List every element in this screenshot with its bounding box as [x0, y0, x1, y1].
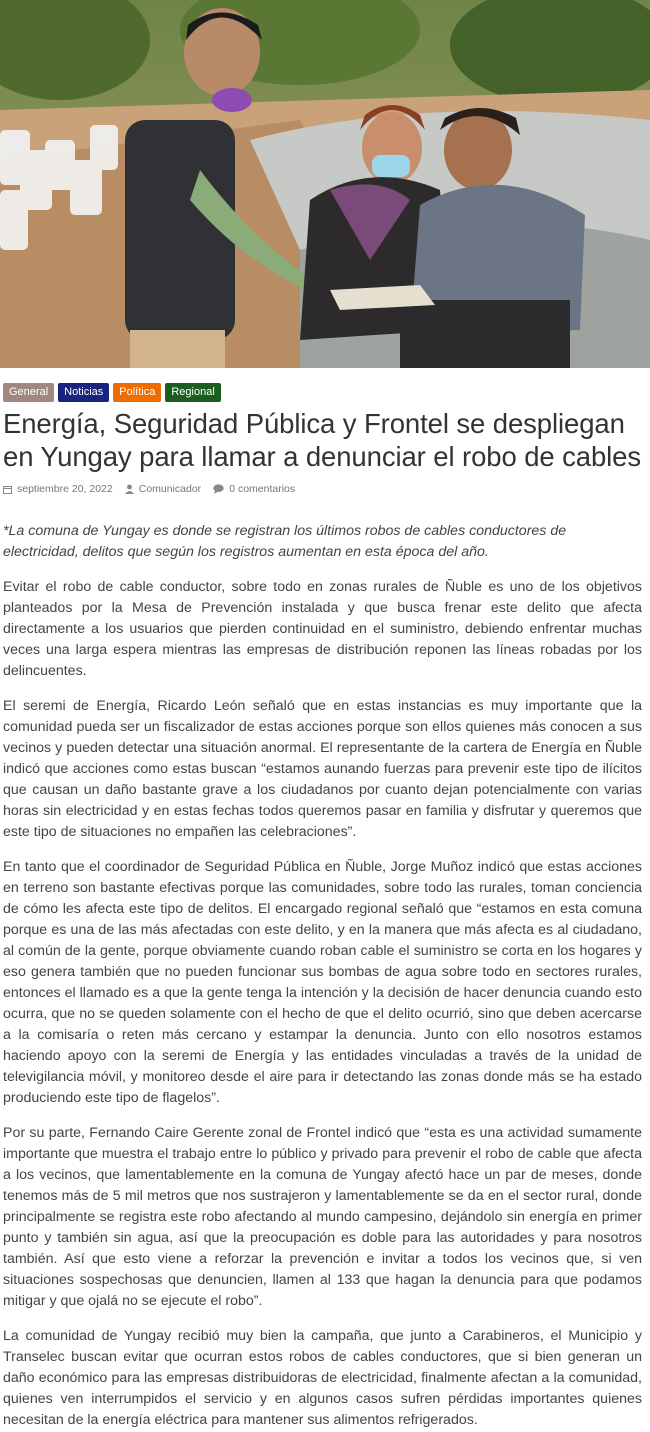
- author-text: Comunicador: [138, 483, 202, 495]
- tag-politica[interactable]: Política: [113, 383, 161, 402]
- category-tags: [0, 368, 650, 402]
- article-comments[interactable]: [213, 483, 295, 495]
- paragraph: La comunidad de Yungay recibió muy bien la campaña, que junto a Carabineros, el Municipio y Transelec buscan evitar que ocurran estos robos de cables conductores, que si bien generan un daño económico para las empresas distribuidoras de electricidad, finalmente afectan a la comunidad, quienes ven interrumpidos el servicio y en algunos casos sufren pérdidas importantes quienes necesitan de la energía eléctrica para mantener sus alimentos refrigerados.: [3, 1328, 642, 1428]
- hero-photo: [0, 0, 650, 368]
- tag-noticias[interactable]: Noticias: [58, 383, 109, 402]
- paragraph: El seremi de Energía, Ricardo León señaló que en estas instancias es muy importante que la comunidad pueda ser un fiscalizador de estas acciones porque son ellos quienes más conocen a sus vecinos y pueden detectar una situación anormal. El representante de la cartera de Energía en Ñuble indicó que acciones como estas buscan “estamos aunando fuerzas para prevenir este tipo de ilícitos que causan un daño bastante grave a los ciudadanos por cuanto dejan potencialmente con varias horas sin electricidad y en estas fechas todos queremos pasar en familia y disfrutar y queremos que este tipo de situaciones no empañen las celebraciones”.: [3, 698, 642, 840]
- article-body: [0, 521, 650, 1431]
- comment-icon: [213, 484, 224, 494]
- article-lead: *La comuna de Yungay es donde se registran los últimos robos de cables conductores de electricidad, delitos que según los registros aumentan en esta época del año.: [3, 523, 567, 560]
- paragraph: Evitar el robo de cable conductor, sobre todo en zonas rurales de Ñuble es uno de los objetivos planteados por la Mesa de Prevención instalada y que busca frenar este delito que afecta directamente a los usuarios que pierden continuidad en el suministro, debiendo enfrentar muchas veces una larga espera mientras las empresas de distribución reponen las líneas robadas por los delincuentes.: [3, 579, 642, 679]
- paragraph: Por su parte, Fernando Caire Gerente zonal de Frontel indicó que “esta es una actividad sumamente importante que muestra el trabajo entre lo público y privado para prevenir el robo de cable que afecta a los vecinos, que lamentablemente en la comuna de Yungay afectó hace un par de meses, donde tenemos más de 5 mil metros que nos sustrajeron y lamentablemente se da en el sector rural, donde principalmente se registra este robo afectando al mundo campesino, dejándolo sin energía en primer punto y también sin agua, así que la preocupación es doble para las autoridades y para nosotros también. Así que esto viene a reforzar la prevención e invitar a todos los vecinos que, si ven situaciones sospechosas que denuncien, llamen al 133 que hagan la denuncia para que podamos mitigar y que ojalá no se ejecute el robo”.: [3, 1125, 642, 1309]
- paragraph: En tanto que el coordinador de Seguridad Pública en Ñuble, Jorge Muñoz indicó que estas acciones en terreno son bastante efectivas porque las comunidades, sobre todo las rurales, toman conciencia de cómo les afecta este tipo de delitos. El encargado regional señaló que “estamos en esta comuna porque es una de las más afectadas con este delito, y en la manera que más afecta es al ciudadano, al común de la gente, porque obviamente cuando roban cable el suministro se corta en los hogares y eso genera también que no pueden funcionar sus bombas de agua sobre todo en sectores rurales, entonces el llamado es a que la gente tenga la intención y la decisión de hacer denuncia cuando esto ocurra, que no se queden solamente con el hecho de que el delito ocurrió, sino que deben acercarse a la comisaría o reten más cercano y estampar la denuncia. Junto con ello nosotros estamos haciendo apoyo con la seremi de Energía y las entidades vinculadas a través de la unidad de televigilancia móvil, y monitoreo desde el aire para ir detectando las zonas donde más se ha estado produciendo este tipo de flagelos”.: [3, 859, 642, 1106]
- article-author[interactable]: [125, 483, 201, 495]
- calendar-icon: [3, 485, 12, 494]
- comments-text: 0 comentarios: [229, 483, 296, 495]
- article-title: Energía, Seguridad Pública y Frontel se despliegan en Yungay para llamar a denunciar el robo de cables: [3, 408, 642, 472]
- tag-regional[interactable]: Regional: [165, 383, 220, 402]
- article-date[interactable]: [3, 483, 113, 495]
- user-icon: [125, 484, 134, 494]
- tag-general[interactable]: General: [3, 383, 54, 402]
- date-text: septiembre 20, 2022: [17, 483, 113, 495]
- article-meta: [0, 473, 650, 496]
